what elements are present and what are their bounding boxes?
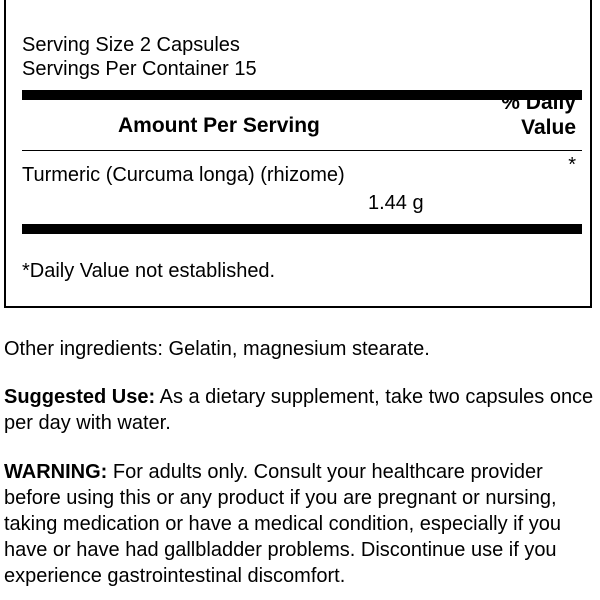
ingredient-name: Turmeric (Curcuma longa) (rhizome) <box>22 164 345 186</box>
thick-divider <box>22 90 582 100</box>
ingredient-amount: 1.44 g <box>368 192 424 214</box>
thick-divider-bottom <box>22 224 582 234</box>
daily-value-header <box>501 90 576 140</box>
warning-text: For adults only. Consult your healthcare provider before using this or any product if you are pregnant or nursing, taking medication or have a medical condition, especially if you have or have had gallbladder problems. Discontinue use if you experience gastrointestinal discomfort. <box>4 461 561 587</box>
supplement-facts-panel <box>4 0 592 308</box>
warning-label: WARNING: <box>4 461 108 483</box>
warning <box>4 459 598 589</box>
thin-divider <box>22 150 582 151</box>
suggested-use-label: Suggested Use: <box>4 386 156 408</box>
daily-value-header-line2: Value <box>521 116 576 139</box>
suggested-use-text: As a dietary supplement, take two capsules once per day with water. <box>4 386 594 434</box>
servings-per-container: Servings Per Container 15 <box>22 58 257 80</box>
daily-value-footnote: *Daily Value not established. <box>22 260 276 282</box>
daily-value-header-line1: % Daily <box>501 91 576 114</box>
serving-size: Serving Size 2 Capsules <box>22 34 240 56</box>
ingredient-daily-value: * <box>568 154 576 176</box>
amount-per-serving-header: Amount Per Serving <box>118 114 320 137</box>
other-ingredients: Other ingredients: Gelatin, magnesium stearate. <box>4 338 430 360</box>
suggested-use <box>4 384 598 436</box>
